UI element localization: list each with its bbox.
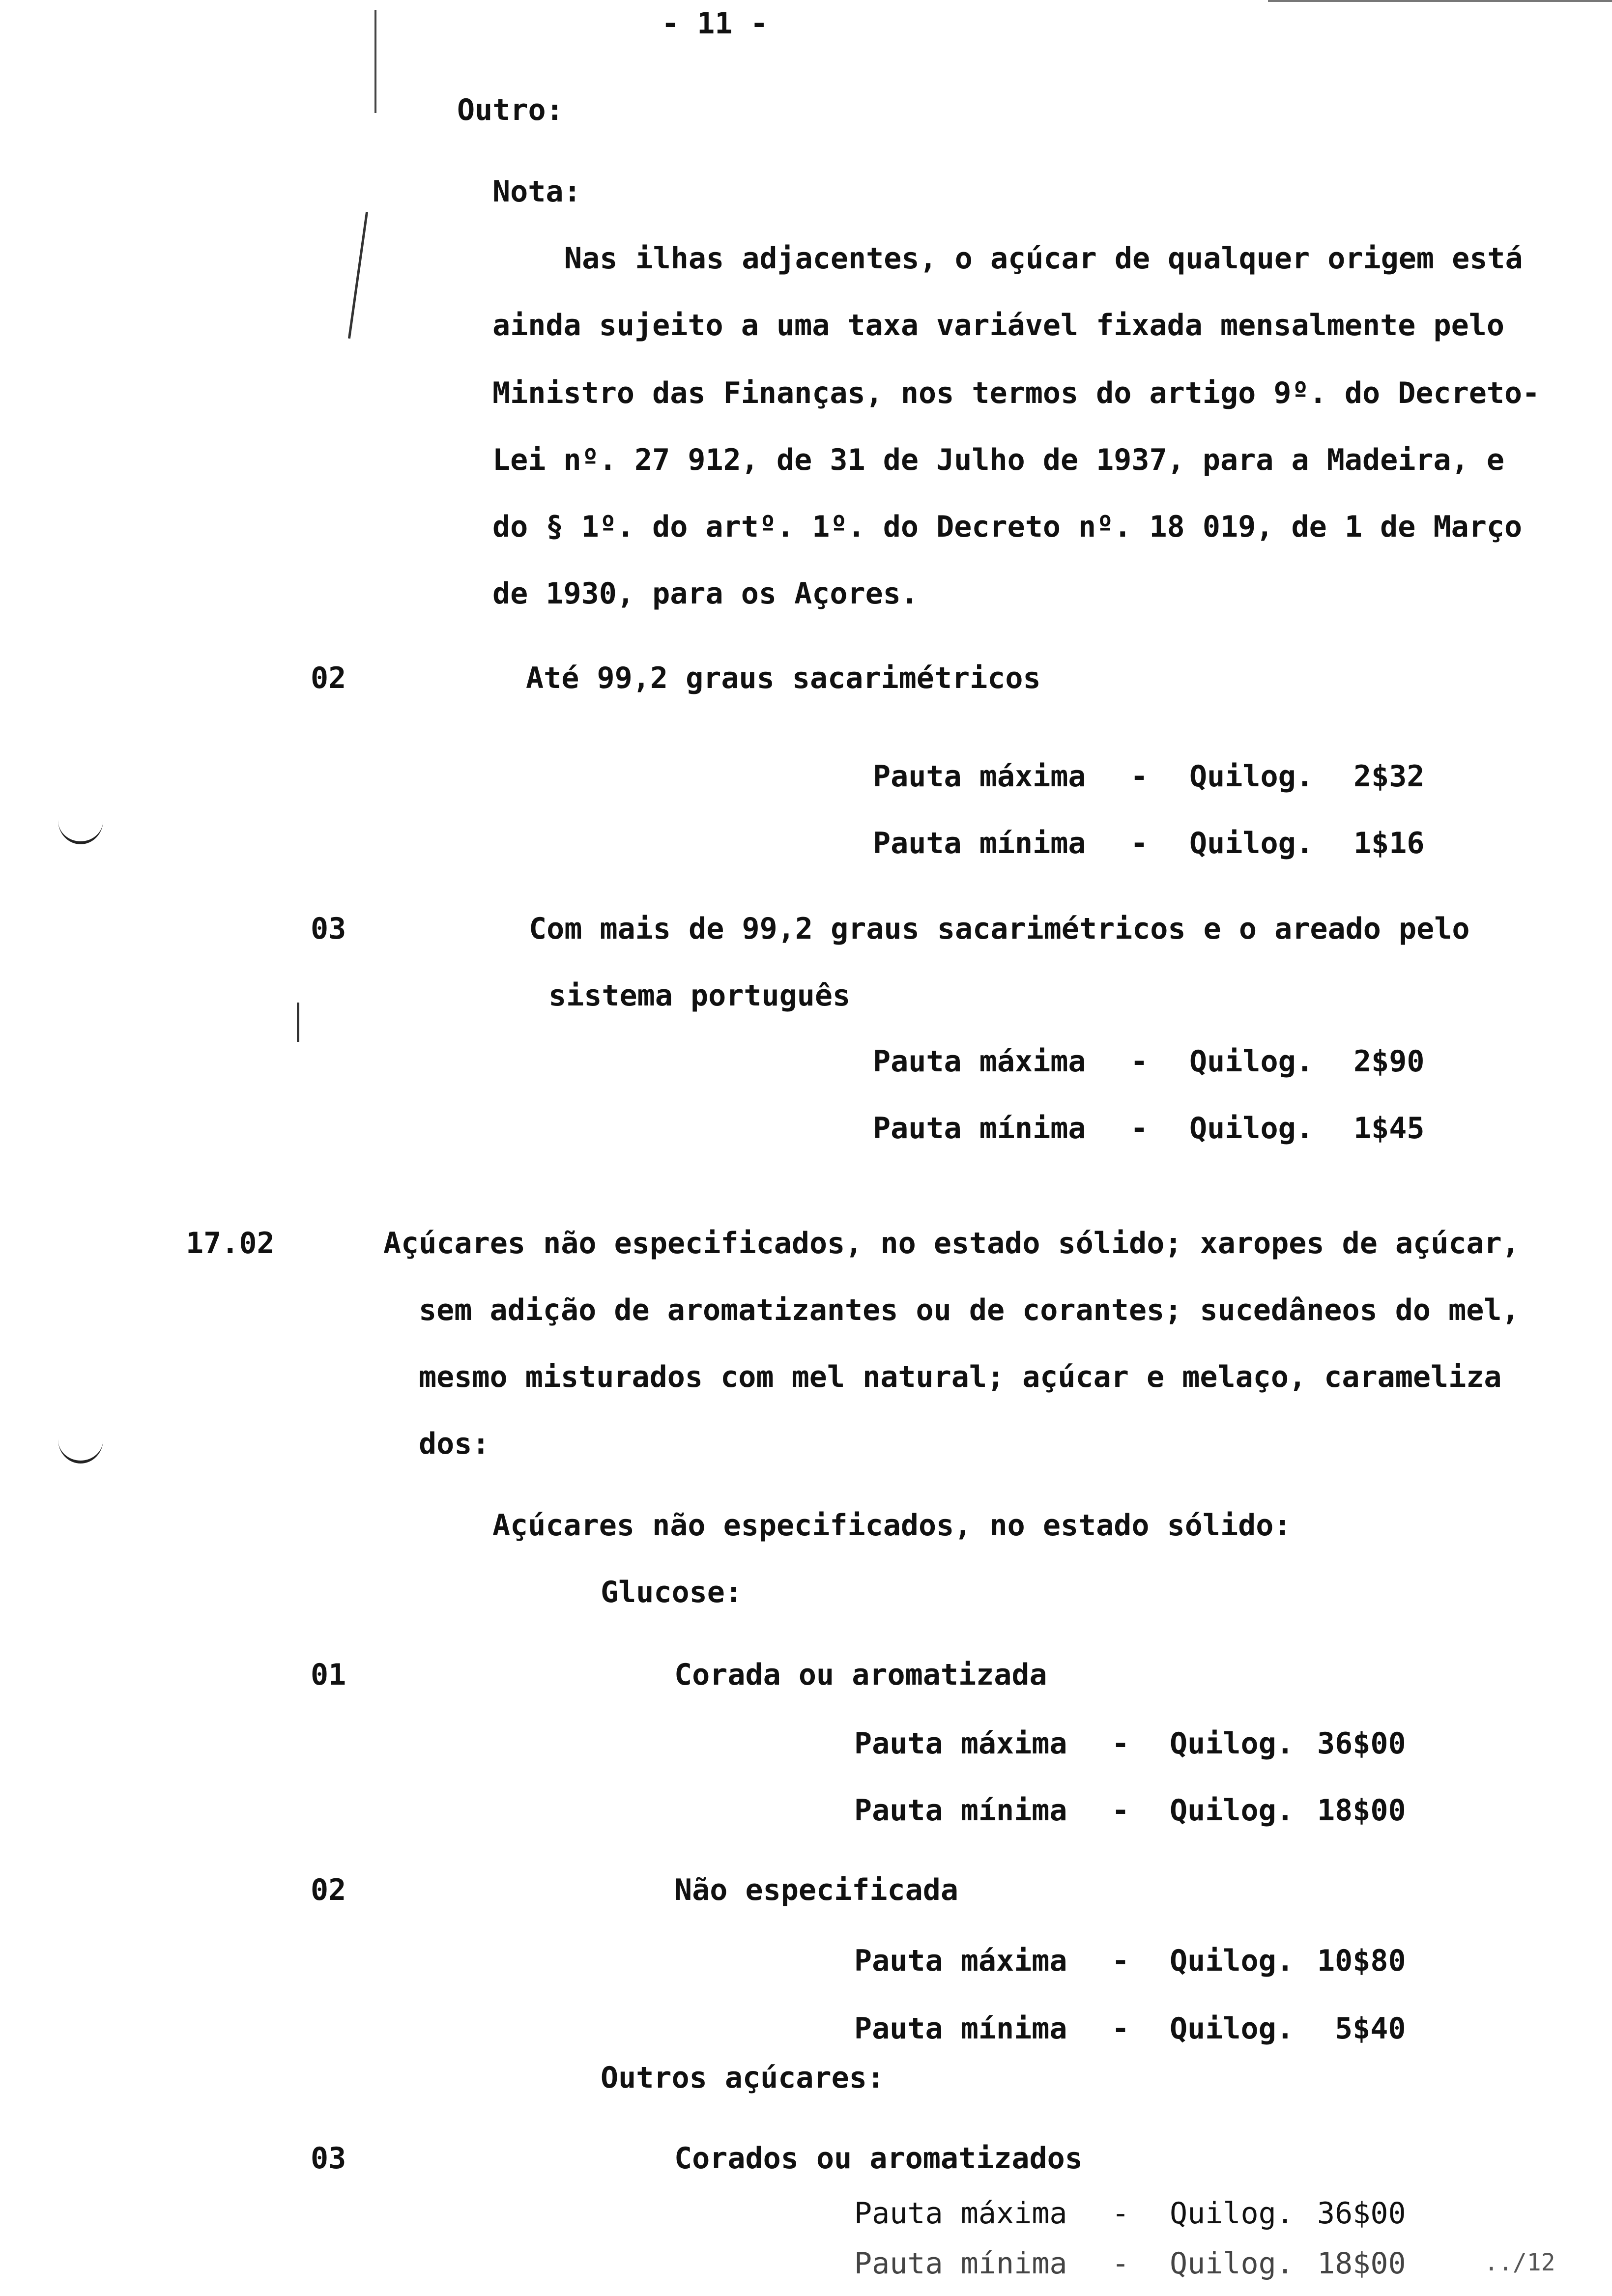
pauta-unit: Quilog. — [1170, 2246, 1294, 2281]
hole-punch-mark — [58, 1415, 103, 1464]
pauta-unit: Quilog. — [1170, 2011, 1294, 2046]
item-description: Corada ou aromatizada — [674, 1658, 1047, 1692]
nota-label: Nota: — [492, 174, 581, 209]
page-number: - 11 - — [662, 6, 768, 41]
pauta-dash: - — [1112, 1726, 1130, 1761]
pauta-dash: - — [1112, 2246, 1130, 2281]
item-code: 01 — [311, 1658, 346, 1692]
item-description: sistema português — [548, 978, 851, 1013]
pauta-minima-label: Pauta mínima — [854, 1793, 1067, 1828]
item-description: Não especificada — [674, 1873, 958, 1907]
heading-line: dos: — [419, 1427, 490, 1461]
pauta-minima-label: Pauta mínima — [873, 826, 1086, 861]
subheading-glucose: Glucose: — [601, 1575, 743, 1609]
item-code: 03 — [311, 912, 346, 946]
pauta-value: 36$00 — [1317, 1726, 1406, 1761]
heading-code: 17.02 — [186, 1226, 275, 1261]
nota-line: Ministro das Finanças, nos termos do artigo 9º. do Decreto- — [492, 376, 1540, 410]
item-description: Até 99,2 graus sacarimétricos — [526, 661, 1041, 695]
pauta-maxima-label: Pauta máxima — [854, 1944, 1067, 1978]
margin-line — [374, 10, 376, 113]
margin-line — [348, 212, 368, 339]
pauta-value: 36$00 — [1317, 2196, 1406, 2231]
pauta-dash: - — [1112, 1793, 1130, 1828]
pauta-unit: Quilog. — [1189, 1044, 1314, 1079]
pauta-dash: - — [1130, 759, 1149, 794]
pauta-unit: Quilog. — [1189, 1111, 1314, 1146]
nota-line: Nas ilhas adjacentes, o açúcar de qualquer origem está — [564, 241, 1523, 276]
pauta-minima-label: Pauta mínima — [873, 1111, 1086, 1146]
pauta-value: 1$16 — [1353, 826, 1425, 861]
continuation-marker: ../12 — [1484, 2249, 1555, 2276]
pauta-dash: - — [1130, 826, 1149, 861]
pauta-maxima-label: Pauta máxima — [873, 759, 1086, 794]
nota-line: do § 1º. do artº. 1º. do Decreto nº. 18 019, de 1 de Março — [492, 510, 1523, 544]
top-rule — [1268, 0, 1612, 2]
item-code: 03 — [311, 2141, 346, 2176]
heading-line: Açúcares não especificados, no estado sólido; xaropes de açúcar, — [383, 1226, 1520, 1261]
item-description: Com mais de 99,2 graus sacarimétricos e o areado pelo — [529, 912, 1470, 946]
pauta-value: 5$40 — [1335, 2011, 1406, 2046]
subheading-outros: Outros açúcares: — [601, 2061, 885, 2095]
item-code: 02 — [311, 1873, 346, 1907]
pauta-value: 18$00 — [1317, 1793, 1406, 1828]
pauta-maxima-label: Pauta máxima — [854, 2196, 1067, 2231]
pauta-unit: Quilog. — [1170, 1944, 1294, 1978]
heading-line: mesmo misturados com mel natural; açúcar e melaço, carameliza — [419, 1360, 1502, 1394]
pauta-unit: Quilog. — [1170, 2196, 1294, 2231]
pauta-dash: - — [1130, 1044, 1149, 1079]
subheading-acucares: Açúcares não especificados, no estado sólido: — [492, 1508, 1292, 1543]
pauta-unit: Quilog. — [1170, 1726, 1294, 1761]
pauta-dash: - — [1112, 1944, 1130, 1978]
item-description: Corados ou aromatizados — [674, 2141, 1083, 2176]
margin-line — [297, 1003, 299, 1042]
pauta-dash: - — [1112, 2196, 1130, 2231]
pauta-value: 1$45 — [1353, 1111, 1425, 1146]
nota-line: ainda sujeito a uma taxa variável fixada mensalmente pelo — [492, 308, 1505, 343]
nota-line: de 1930, para os Açores. — [492, 576, 919, 611]
heading-line: sem adição de aromatizantes ou de corantes; sucedâneos do mel, — [419, 1293, 1520, 1327]
pauta-dash: - — [1130, 1111, 1149, 1146]
pauta-value: 2$32 — [1353, 759, 1425, 794]
pauta-maxima-label: Pauta máxima — [854, 1726, 1067, 1761]
hole-punch-mark — [58, 796, 103, 844]
nota-line: Lei nº. 27 912, de 31 de Julho de 1937, para a Madeira, e — [492, 443, 1505, 477]
pauta-unit: Quilog. — [1189, 759, 1314, 794]
item-code: 02 — [311, 661, 346, 695]
pauta-unit: Quilog. — [1170, 1793, 1294, 1828]
pauta-dash: - — [1112, 2011, 1130, 2046]
pauta-unit: Quilog. — [1189, 826, 1314, 861]
pauta-minima-label: Pauta mínima — [854, 2246, 1067, 2281]
pauta-value: 18$00 — [1317, 2246, 1406, 2281]
heading-outro: Outro: — [457, 93, 564, 127]
pauta-value: 10$80 — [1317, 1944, 1406, 1978]
pauta-minima-label: Pauta mínima — [854, 2011, 1067, 2046]
pauta-maxima-label: Pauta máxima — [873, 1044, 1086, 1079]
pauta-value: 2$90 — [1353, 1044, 1425, 1079]
